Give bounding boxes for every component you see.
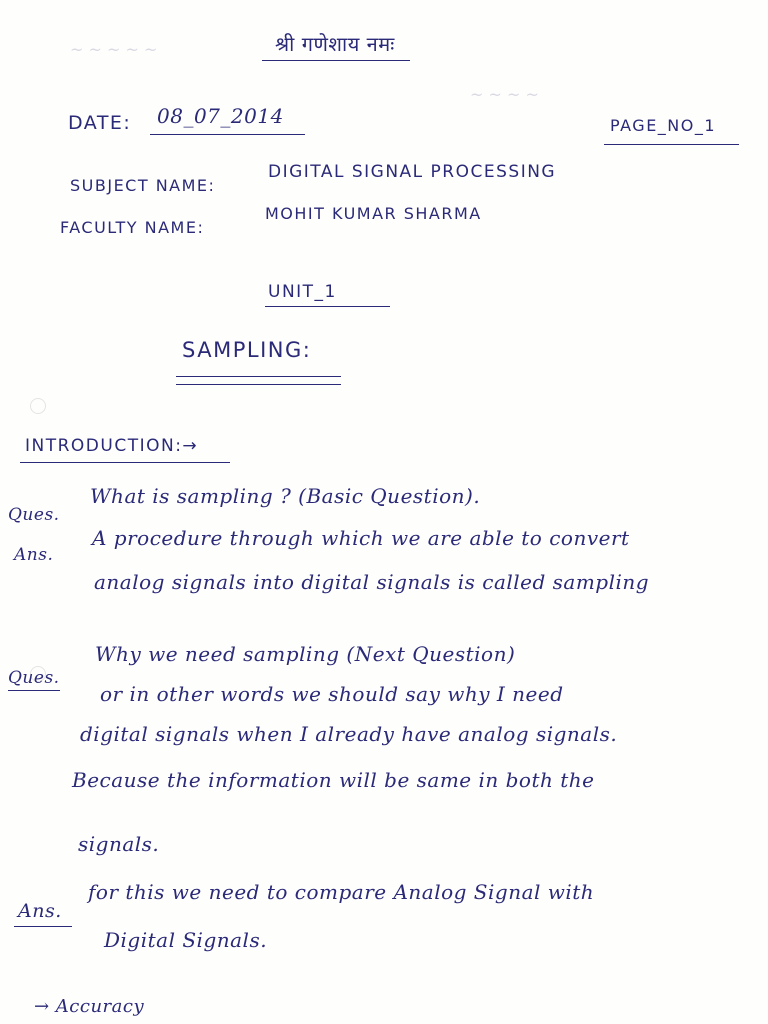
date-label: DATE: [68,112,132,134]
answer-1-line-1: A procedure through which we are able to convert [92,526,630,550]
invocation-heading: श्री गणेशाय नमः [275,32,395,56]
punch-hole [30,398,46,414]
question-2-line-4: Because the information will be same in both the [72,768,595,792]
accuracy-bullet: → Accuracy [34,996,145,1017]
answer-1-label: Ans. [14,545,54,565]
question-2-line-2: or in other words we should say why I need [100,682,564,706]
date-value: 08_07_2014 [157,104,284,128]
question-2-label-underline [8,690,60,691]
answer-2-label-underline [14,926,72,927]
question-1-label: Ques. [8,505,60,525]
subject-value: DIGITAL SIGNAL PROCESSING [268,162,557,182]
answer-2-label: Ans. [18,900,62,922]
bleed-through-mark: ~ ~ ~ ~ ~ [70,40,158,59]
question-2-line-1: Why we need sampling (Next Question) [95,642,516,666]
unit-heading: UNIT_1 [268,282,337,302]
question-1-line-1: What is sampling ? (Basic Question). [90,484,481,508]
answer-2-line-2: Digital Signals. [104,928,268,952]
answer-1-line-2: analog signals into digital signals is called sampling [94,570,650,594]
introduction-heading: INTRODUCTION:→ [25,436,199,456]
question-2-line-5: signals. [78,832,160,856]
unit-underline [265,306,390,307]
faculty-value: MOHIT KUMAR SHARMA [265,204,482,223]
topic-underline [176,376,341,377]
topic-underline-2 [176,384,341,385]
answer-2-line-1: for this we need to compare Analog Signal with [88,880,595,904]
introduction-underline [20,462,230,463]
bleed-through-mark: ~ ~ ~ ~ [470,85,539,104]
subject-label: SUBJECT NAME: [70,176,216,195]
page-number: PAGE_NO_1 [610,116,717,135]
faculty-label: FACULTY NAME: [60,218,205,237]
topic-heading: SAMPLING: [182,338,312,362]
page-number-underline [604,144,739,145]
invocation-underline [262,60,410,61]
date-underline [150,134,305,135]
question-2-label: Ques. [8,668,60,688]
question-2-line-3: digital signals when I already have analog signals. [80,722,618,746]
